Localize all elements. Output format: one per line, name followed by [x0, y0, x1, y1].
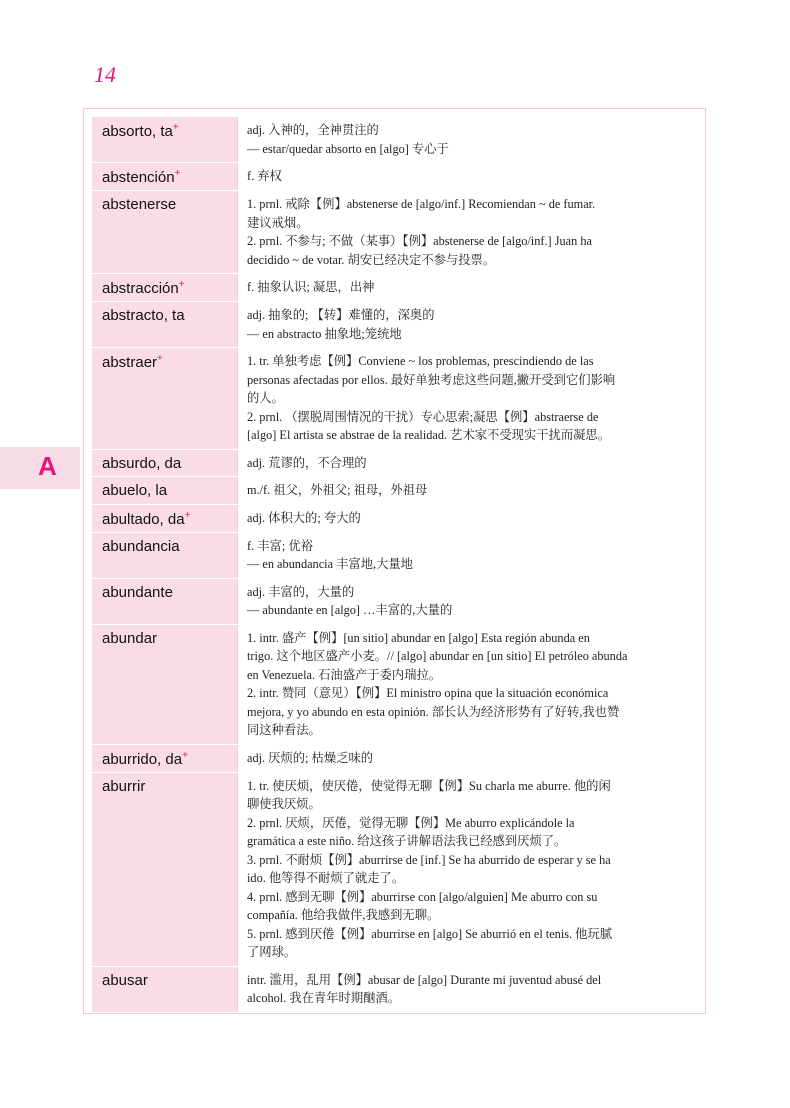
- entry-headword: abusar: [102, 971, 148, 989]
- entry-definition: [237, 625, 698, 744]
- definition-line: alcohol. 我在青年时期酗酒。: [247, 991, 401, 1005]
- entry-definition: [237, 745, 698, 772]
- entry-definition: [237, 191, 698, 273]
- entry-row: [92, 773, 698, 967]
- plus-mark: +: [184, 509, 191, 521]
- definition-line: adj. 体积大的; 夸大的: [247, 510, 361, 525]
- entry-row: [92, 745, 698, 773]
- definition-line: f. 丰富; 优裕: [247, 538, 313, 553]
- definition-line: intr. 滥用，乱用【例】abusar de [algo] Durante mi juventud abusé del: [247, 972, 602, 987]
- entry-row: [92, 625, 698, 745]
- entry-row: [92, 348, 698, 450]
- entry-row: [92, 533, 698, 579]
- entry-row: [92, 163, 698, 191]
- definition-line: — abundante en [algo] …丰富的,大量的: [247, 603, 453, 617]
- entry-definition: [237, 477, 698, 504]
- definition-line: m./f. 祖父，外祖父; 祖母，外祖母: [247, 483, 428, 497]
- entry-definition: [237, 274, 698, 301]
- definition-line: 2. intr. 赞同（意见）【例】El ministro opina que la situación económica: [247, 686, 609, 700]
- entry-term: [92, 274, 237, 301]
- definition-line: adj. 入神的，全神贯注的: [247, 123, 379, 137]
- entry-row: [92, 505, 698, 533]
- definition-line: 1. tr. 单独考虑【例】Conviene ~ los problemas, prescindiendo de las: [247, 354, 594, 368]
- entry-headword: absurdo, da: [102, 454, 182, 472]
- entry-row: [92, 450, 698, 478]
- entry-definition: [237, 967, 698, 1012]
- definition-line: personas afectadas por ellos. 最好单独考虑这些问题,撇开受到它们影响: [247, 372, 616, 387]
- entry-term: [92, 533, 237, 578]
- entry-definition: [237, 450, 698, 477]
- definition-line: — estar/quedar absorto en [algo] 专心于: [247, 141, 449, 156]
- entry-headword: abstención: [102, 169, 175, 186]
- entry-row: [92, 191, 698, 274]
- entry-term: [92, 505, 237, 532]
- definition-line: 1. intr. 盛产【例】[un sitio] abundar en [algo] Esta región abunda en: [247, 630, 590, 645]
- entry-definition: [237, 163, 698, 190]
- entry-row: [92, 274, 698, 302]
- plus-mark: +: [178, 279, 185, 290]
- definition-line: 1. tr. 使厌烦，使厌倦，使觉得无聊【例】Su charla me aburre. 他的闲: [247, 778, 611, 793]
- entry-row: [92, 579, 698, 625]
- entry-definition: [237, 533, 698, 578]
- plus-mark: +: [174, 168, 181, 179]
- definition-line: 2. prnl. （摆脱周围情况的干扰）专心思索;凝思【例】abstraerse de: [247, 409, 599, 424]
- definition-line: 1. prnl. 戒除【例】abstenerse de [algo/inf.] Recomiendan ~ de fumar.: [247, 197, 596, 211]
- definition-line: 5. prnl. 感到厌倦【例】aburrirse en [algo] Se aburrió en el tenis. 他玩腻: [247, 926, 613, 941]
- definition-line: adj. 抽象的; 【转】难懂的，深奥的: [247, 308, 435, 322]
- entry-headword: abstracto, ta: [102, 307, 185, 324]
- definition-line: 建议戒烟。: [247, 215, 309, 230]
- entry-row: [92, 302, 698, 348]
- dictionary-table: [92, 117, 698, 1013]
- entry-headword: abundar: [102, 629, 158, 647]
- entry-row: [92, 967, 698, 1013]
- definition-line: compañía. 他给我做伴,我感到无聊。: [247, 908, 440, 922]
- entry-term: [92, 579, 237, 624]
- entry-term: [92, 117, 237, 162]
- entry-definition: [237, 505, 698, 532]
- definition-line: 同这种看法。: [247, 723, 321, 737]
- definition-line: adj. 丰富的，大量的: [247, 584, 355, 599]
- definition-line: trigo. 这个地区盛产小麦。// [algo] abundar en [un sitio] El petróleo abunda: [247, 649, 628, 663]
- definition-line: — en abundancia 丰富地,大量地: [247, 557, 413, 571]
- definition-line: adj. 荒谬的，不合理的: [247, 455, 367, 470]
- definition-line: f. 抽象认识; 凝思，出神: [247, 280, 375, 294]
- definition-line: f. 弃权: [247, 169, 282, 183]
- definition-line: en Venezuela. 石油盛产于委内瑞拉。: [247, 667, 442, 682]
- definition-line: 2. prnl. 厌烦，厌倦，觉得无聊【例】Me aburro explicándole la: [247, 815, 575, 830]
- entry-term: [92, 745, 237, 772]
- entry-term: [92, 625, 237, 744]
- entry-headword: aburrir: [102, 777, 146, 795]
- definition-line: 了网球。: [247, 945, 297, 959]
- entry-term: [92, 302, 237, 347]
- entry-headword: abundancia: [102, 537, 180, 555]
- entry-definition: [237, 773, 698, 966]
- definition-line: mejora, y yo abundo en esta opinión. 部长认为经济形势有了好转,我也赞: [247, 704, 620, 719]
- entry-definition: [237, 302, 698, 347]
- definition-line: 3. prnl. 不耐烦【例】aburrirse de [inf.] Se ha aburrido de esperar y se ha: [247, 852, 611, 867]
- definition-line: [algo] El artista se abstrae de la realidad. 艺术家不受现实干扰而凝思。: [247, 428, 611, 442]
- entry-headword: abuelo, la: [102, 482, 168, 499]
- definition-line: adj. 厌烦的; 枯燥乏味的: [247, 750, 374, 765]
- entry-headword: absorto, ta: [102, 123, 173, 140]
- entry-term: [92, 163, 237, 190]
- definition-line: ido. 他等得不耐烦了就走了。: [247, 871, 405, 885]
- plus-mark: +: [172, 122, 179, 133]
- section-letter: A: [38, 451, 57, 481]
- entry-headword: abstenerse: [102, 196, 177, 213]
- plus-mark: +: [182, 749, 188, 761]
- entry-term: [92, 773, 237, 966]
- entry-headword: abstracción: [102, 280, 179, 297]
- entry-term: [92, 450, 237, 477]
- entry-row: [92, 117, 698, 163]
- plus-mark: +: [157, 353, 163, 364]
- definition-line: gramática a este niño. 给这孩子讲解语法我已经感到厌烦了。: [247, 834, 567, 848]
- definition-line: 4. prnl. 感到无聊【例】aburrirse con [algo/alguien] Me aburro con su: [247, 889, 598, 904]
- entry-definition: [237, 579, 698, 624]
- entry-term: [92, 967, 237, 1012]
- page-number: 14: [94, 62, 116, 87]
- entry-headword: abstraer: [102, 354, 158, 371]
- definition-line: 聊使我厌烦。: [247, 797, 321, 811]
- entry-headword: abundante: [102, 583, 173, 601]
- entry-term: [92, 191, 237, 273]
- entry-term: [92, 477, 237, 504]
- entry-definition: [237, 348, 698, 449]
- section-letter-tab: [0, 447, 80, 489]
- definition-line: 2. prnl. 不参与; 不做（某事）【例】abstenerse de [algo/inf.] Juan ha: [247, 234, 592, 248]
- entry-headword: aburrido, da: [102, 750, 183, 768]
- entry-definition: [237, 117, 698, 162]
- entry-term: [92, 348, 237, 449]
- entry-row: [92, 477, 698, 505]
- entry-headword: abultado, da: [102, 510, 185, 528]
- definition-line: 的人。: [247, 391, 284, 405]
- definition-line: decidido ~ de votar. 胡安已经决定不参与投票。: [247, 252, 496, 267]
- definition-line: — en abstracto 抽象地;笼统地: [247, 326, 402, 341]
